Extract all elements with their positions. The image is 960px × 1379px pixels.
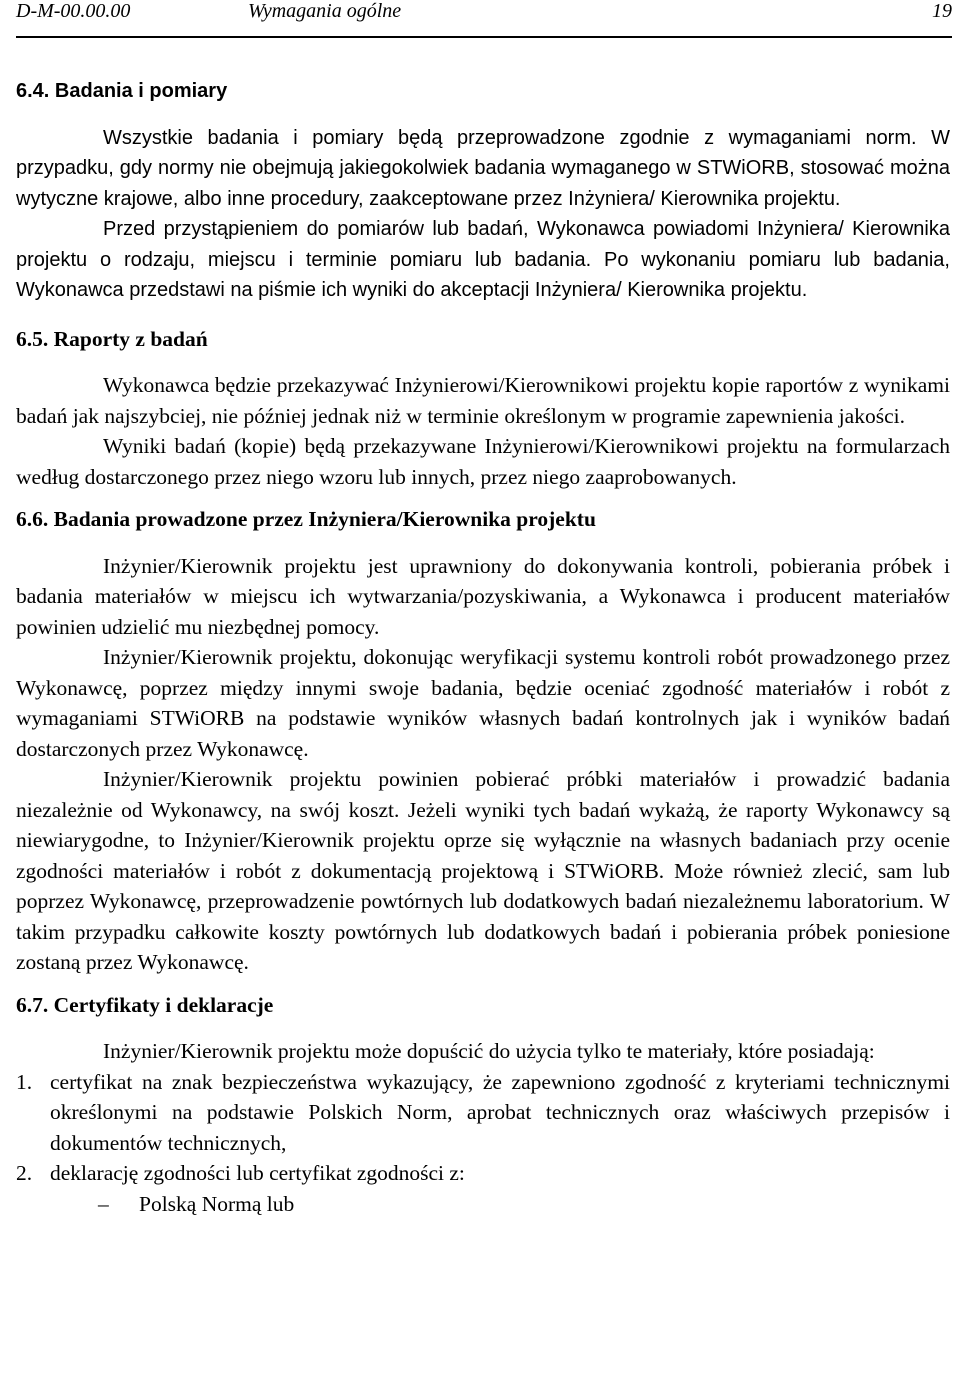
list-number: 1. [16,1069,33,1094]
section-6-7 [16,990,950,1220]
dash-bullet: – [98,1191,109,1216]
sub-list-item-text: Polską Normą lub [139,1191,295,1216]
requirements-list [16,1067,950,1189]
list-item-text: certyfikat na znak bezpieczeństwa wykazujący, że zapewniono zgodność z kryteriami technicznymi określonymi na podstawie Polskich Norm, aprobat technicznych oraz właściwych przepisów i dokumentów technicznych, [50,1069,950,1155]
header-rule [16,36,952,38]
paragraph: Przed przystąpieniem do pomiarów lub badań, Wykonawca powiadomi Inżyniera/ Kierownika projektu o rodzaju, miejscu i terminie pomiaru lub badania. Po wykonaniu pomiaru lub badania, Wykonawca przedstawi na piśmie ich wyniki do akceptacji Inżyniera/ Kierownika projektu. [16,218,950,301]
section-6-4 [16,76,950,306]
paragraph: Wykonawca będzie przekazywać Inżynierowi/Kierownikowi projektu kopie raportów z wynikami badań jak najszybciej, nie później jednak niż w terminie określonym w programie zapewnienia jakości. [16,373,950,428]
document-body [16,76,950,1219]
page-number: 19 [932,0,952,22]
section-heading: 6.6. Badania prowadzone przez Inżyniera/Kierownika projektu [16,507,596,531]
section-6-5 [16,324,950,493]
document-title: Wymagania ogólne [248,0,402,22]
list-item [16,1067,950,1159]
document-code: D-M-00.00.00 [16,0,131,22]
paragraph: Wyniki badań (kopie) będą przekazywane Inżynierowi/Kierownikowi projektu na formularzach według dostarczonego przez niego wzoru lub innych, przez niego zaaprobowanych. [16,434,950,489]
section-6-6 [16,504,950,978]
paragraph: Inżynier/Kierownik projektu jest uprawniony do dokonywania kontroli, pobierania próbek i badania materiałów w miejscu ich wytwarzania/pozyskiwania, a Wykonawca i producent materiałów powinien udzielić mu niezbędnej pomocy. [16,553,950,639]
section-heading: 6.5. Raporty z badań [16,326,208,351]
list-item [16,1158,950,1189]
paragraph: Wszystkie badania i pomiary będą przeprowadzone zgodnie z wymaganiami norm. W przypadku, gdy normy nie obejmują jakiegokolwiek badania wymaganego w STWiORB, stosować można wytyczne krajowe, albo inne procedury, zaakceptowane przez Inżyniera/ Kierownika projektu. [16,126,950,210]
list-number: 2. [16,1161,33,1185]
section-heading: 6.4. Badania i pomiary [16,80,228,102]
paragraph: Inżynier/Kierownik projektu, dokonując weryfikacji systemu kontroli robót prowadzonego przez Wykonawcę, poprzez między innymi swoje badania, będzie oceniać zgodność materiałów i robót z wymaganiami STWiORB na podstawie wyników własnych badań kontrolnych jak i wyników badań dostarczonych przez Wykonawcę. [16,645,950,761]
section-heading: 6.7. Certyfikaty i deklaracje [16,992,274,1017]
paragraph: Inżynier/Kierownik projektu powinien pobierać próbki materiałów i prowadzić badania niezależnie od Wykonawcy, na swój koszt. Jeżeli wyniki tych badań wykażą, że raporty Wykonawcy są niewiarygodne, to Inżynier/Kierownik projektu oprze się wyłącznie na własnych badaniach przy ocenie zgodności materiałów i robót z dokumentacją projektową i STWiORB. Może również zlecić, sam lub poprzez Wykonawcę, przeprowadzenie powtórnych lub dodatkowych badań niezależnemu laboratorium. W takim przypadku całkowite koszty powtórnych lub dodatkowych badań i pobierania próbek poniesione zostaną przez Wykonawcę. [16,767,950,974]
sub-list-item [16,1189,950,1220]
paragraph: Inżynier/Kierownik projektu może dopuścić do użycia tylko te materiały, które posiadają: [103,1039,875,1063]
list-item-text: deklarację zgodności lub certyfikat zgodności z: [50,1161,465,1185]
page-header [16,0,952,36]
